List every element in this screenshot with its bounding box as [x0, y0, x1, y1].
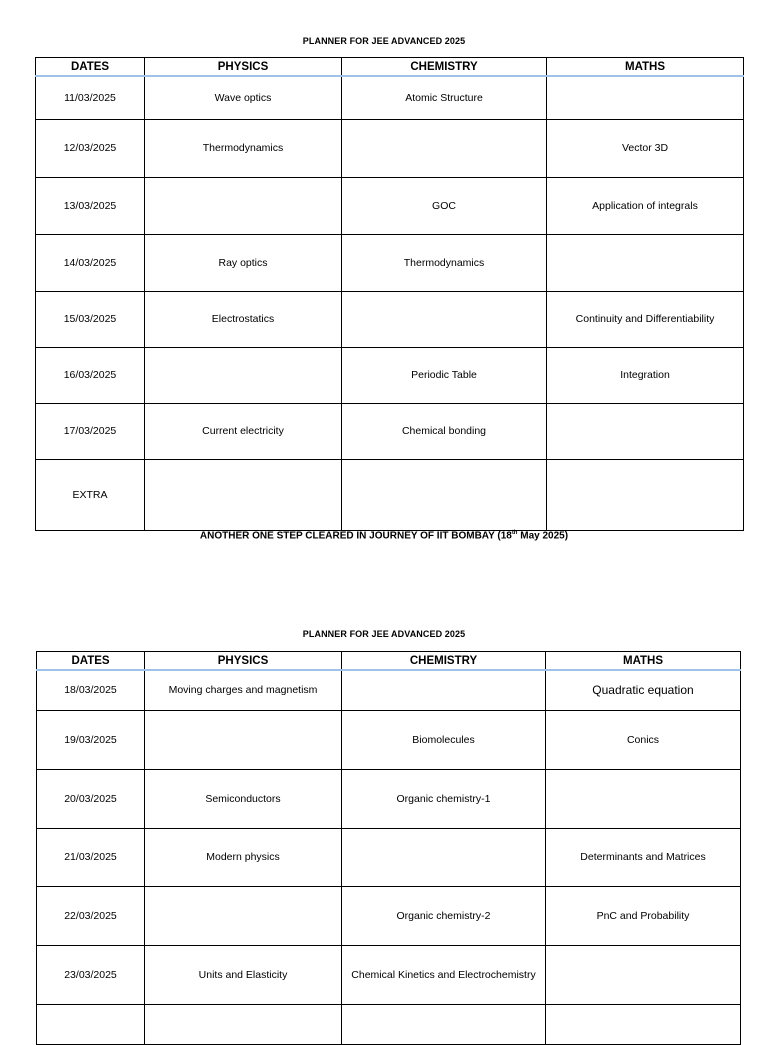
cell-date: 12/03/2025	[36, 119, 145, 177]
cell-maths: Integration	[547, 347, 744, 403]
planner-table-2	[36, 651, 741, 1045]
cell-chemistry: GOC	[342, 177, 547, 234]
cell-maths: Continuity and Differentiability	[547, 291, 744, 347]
cell-date: 14/03/2025	[36, 234, 145, 291]
cell-chemistry	[342, 1004, 546, 1044]
footer-main-text: ANOTHER ONE STEP CLEARED IN JOURNEY OF IIT BOMBAY (18	[199, 530, 512, 542]
table-row	[36, 177, 744, 234]
cell-maths: PnC and Probability	[546, 886, 741, 945]
header-maths: MATHS	[546, 652, 741, 671]
cell-physics: Moving charges and magnetism	[145, 670, 342, 710]
cell-chemistry	[342, 291, 547, 347]
table-row	[36, 403, 744, 459]
cell-chemistry: Biomolecules	[342, 710, 546, 769]
cell-maths: Quadratic equation	[546, 670, 741, 710]
table-header-row	[37, 652, 741, 671]
cell-date: 20/03/2025	[37, 769, 145, 828]
cell-physics: Modern physics	[145, 828, 342, 886]
cell-date: 23/03/2025	[37, 945, 145, 1004]
cell-chemistry	[342, 670, 546, 710]
cell-maths	[547, 459, 744, 530]
cell-maths	[547, 234, 744, 291]
cell-chemistry	[342, 119, 547, 177]
cell-maths: Application of integrals	[547, 177, 744, 234]
cell-maths	[546, 1004, 741, 1044]
cell-physics	[145, 347, 342, 403]
cell-date: 13/03/2025	[36, 177, 145, 234]
table-row	[36, 459, 744, 530]
cell-date	[37, 1004, 145, 1044]
cell-date: 16/03/2025	[36, 347, 145, 403]
cell-physics: Ray optics	[145, 234, 342, 291]
cell-physics	[145, 459, 342, 530]
footer-end-text: May 2025)	[517, 530, 569, 542]
cell-chemistry: Chemical Kinetics and Electrochemistry	[342, 945, 546, 1004]
cell-date: 18/03/2025	[37, 670, 145, 710]
header-chemistry: CHEMISTRY	[342, 652, 546, 671]
page2-title: PLANNER FOR JEE ADVANCED 2025	[302, 629, 466, 639]
cell-chemistry: Organic chemistry-1	[342, 769, 546, 828]
cell-chemistry: Chemical bonding	[342, 403, 547, 459]
cell-maths	[547, 403, 744, 459]
cell-physics	[145, 710, 342, 769]
cell-maths: Determinants and Matrices	[546, 828, 741, 886]
cell-physics: Current electricity	[145, 403, 342, 459]
cell-chemistry: Organic chemistry-2	[342, 886, 546, 945]
table-row	[37, 670, 741, 710]
motivation-footer	[0, 530, 768, 541]
cell-maths	[547, 76, 744, 119]
header-physics: PHYSICS	[145, 58, 342, 77]
table-row	[37, 769, 741, 828]
cell-date: 17/03/2025	[36, 403, 145, 459]
cell-chemistry: Thermodynamics	[342, 234, 547, 291]
cell-chemistry	[342, 828, 546, 886]
header-maths: MATHS	[547, 58, 744, 77]
header-physics: PHYSICS	[145, 652, 342, 671]
cell-physics: Thermodynamics	[145, 119, 342, 177]
cell-maths	[546, 769, 741, 828]
table-row	[37, 945, 741, 1004]
table-row	[36, 76, 744, 119]
cell-physics: Units and Elasticity	[145, 945, 342, 1004]
cell-chemistry	[342, 459, 547, 530]
table-row	[37, 710, 741, 769]
planner-table-1	[35, 57, 744, 531]
cell-maths	[546, 945, 741, 1004]
cell-physics: Wave optics	[145, 76, 342, 119]
cell-date: EXTRA	[36, 459, 145, 530]
cell-date: 15/03/2025	[36, 291, 145, 347]
cell-chemistry: Atomic Structure	[342, 76, 547, 119]
cell-maths: Vector 3D	[547, 119, 744, 177]
cell-date: 19/03/2025	[37, 710, 145, 769]
cell-physics	[145, 886, 342, 945]
table-row	[36, 234, 744, 291]
table-row	[37, 828, 741, 886]
table-row	[36, 119, 744, 177]
cell-date: 21/03/2025	[37, 828, 145, 886]
cell-physics	[145, 1004, 342, 1044]
page1-title: PLANNER FOR JEE ADVANCED 2025	[302, 36, 466, 46]
cell-physics: Electrostatics	[145, 291, 342, 347]
header-chemistry: CHEMISTRY	[342, 58, 547, 77]
cell-chemistry: Periodic Table	[342, 347, 547, 403]
cell-date: 11/03/2025	[36, 76, 145, 119]
header-dates: DATES	[36, 58, 145, 77]
table-row	[37, 886, 741, 945]
cell-maths: Conics	[546, 710, 741, 769]
footer-superscript: th	[511, 530, 518, 536]
table-row	[36, 347, 744, 403]
header-dates: DATES	[37, 652, 145, 671]
cell-physics	[145, 177, 342, 234]
table-header-row	[36, 58, 744, 77]
cell-physics: Semiconductors	[145, 769, 342, 828]
table-row	[36, 291, 744, 347]
cell-date: 22/03/2025	[37, 886, 145, 945]
table-row	[37, 1004, 741, 1044]
